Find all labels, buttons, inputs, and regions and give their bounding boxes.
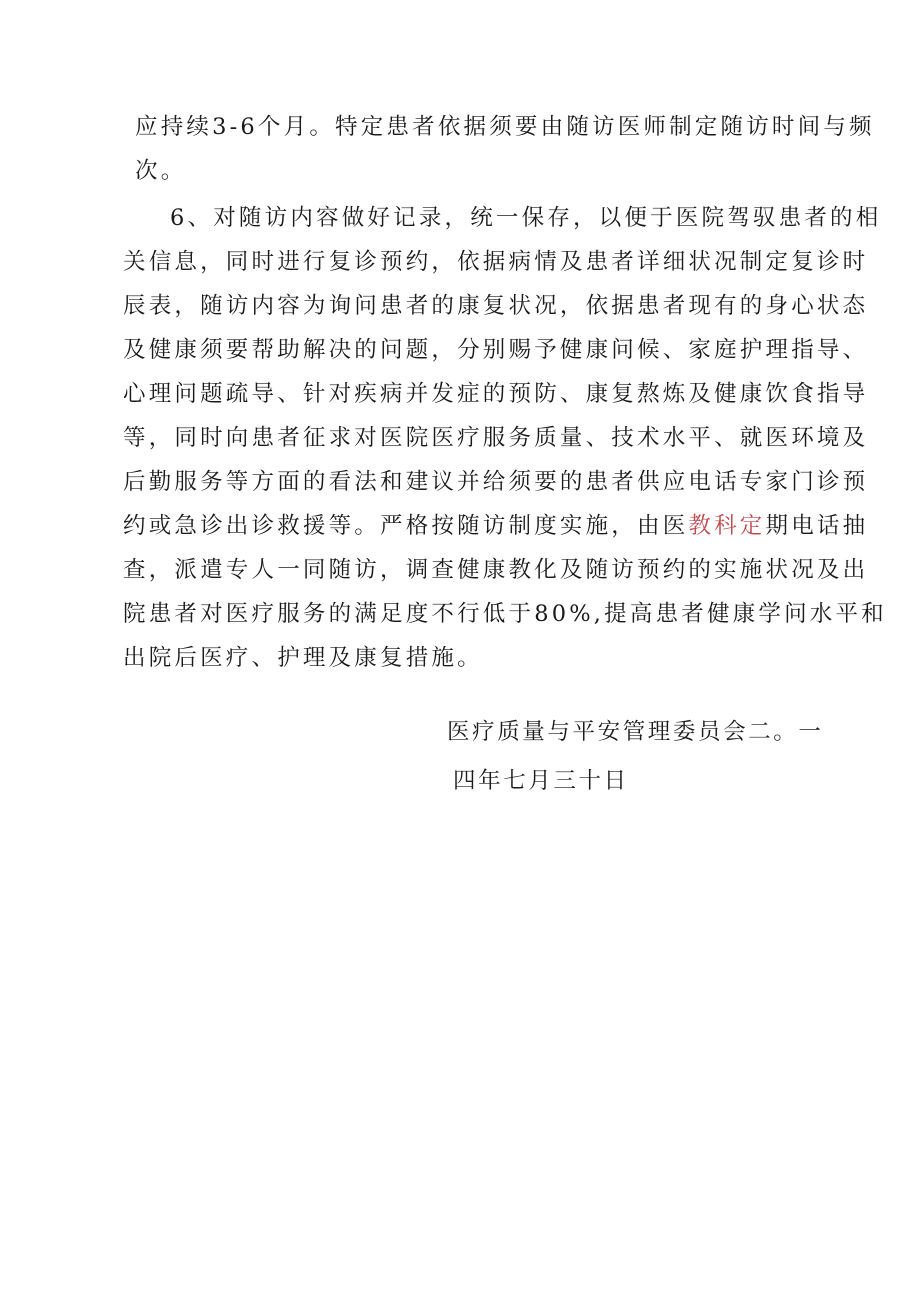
text-segment: 期电话抽 [765,513,869,539]
text-line: 出院后医疗、护理及康复措施。 [123,645,483,671]
text-line: 查，派遣专人一同随访，调查健康教化及随访预约的实施状况及出 [123,557,869,583]
body-text [123,105,887,680]
text-line-with-highlight [123,504,869,548]
text-line: 次。 [135,158,187,184]
text-line: 辰表，随访内容为询问患者的康复状况，依据患者现有的身心状态 [123,293,869,319]
text-line: 关信息，同时进行复诊预约，依据病情及患者详细状况制定复诊时 [123,249,869,275]
text-segment: 约或急诊出诊救援等。严格按随访制度实施，由医 [123,513,689,539]
text-line: 及健康须要帮助解决的问题，分别赐予健康问候、家庭护理指导、 [123,337,869,363]
text-line: 等，同时向患者征求对医院医疗服务质量、技术水平、就医环境及 [123,425,869,451]
paragraph-6-first-line: 6、对随访内容做好记录，统一保存，以便于医院驾驭患者的相 [170,205,882,231]
signature-date: 四年七月三十日 [453,768,629,794]
signature-org: 医疗质量与平安管理委员会二。一 [447,719,824,745]
text-line: 院患者对医疗服务的满足度不行低于80%,提高患者健康学问水平和 [123,601,887,627]
highlighted-text: 教科定 [688,513,766,539]
text-line: 心理问题疏导、针对疾病并发症的预防、康复熬炼及健康饮食指导 [123,381,869,407]
text-line: 应持续3-6个月。特定患者依据须要由随访医师制定随访时间与频 [135,114,875,140]
text-line: 后勤服务等方面的看法和建议并给须要的患者供应电话专家门诊预 [123,469,869,495]
signature-block [447,710,847,803]
